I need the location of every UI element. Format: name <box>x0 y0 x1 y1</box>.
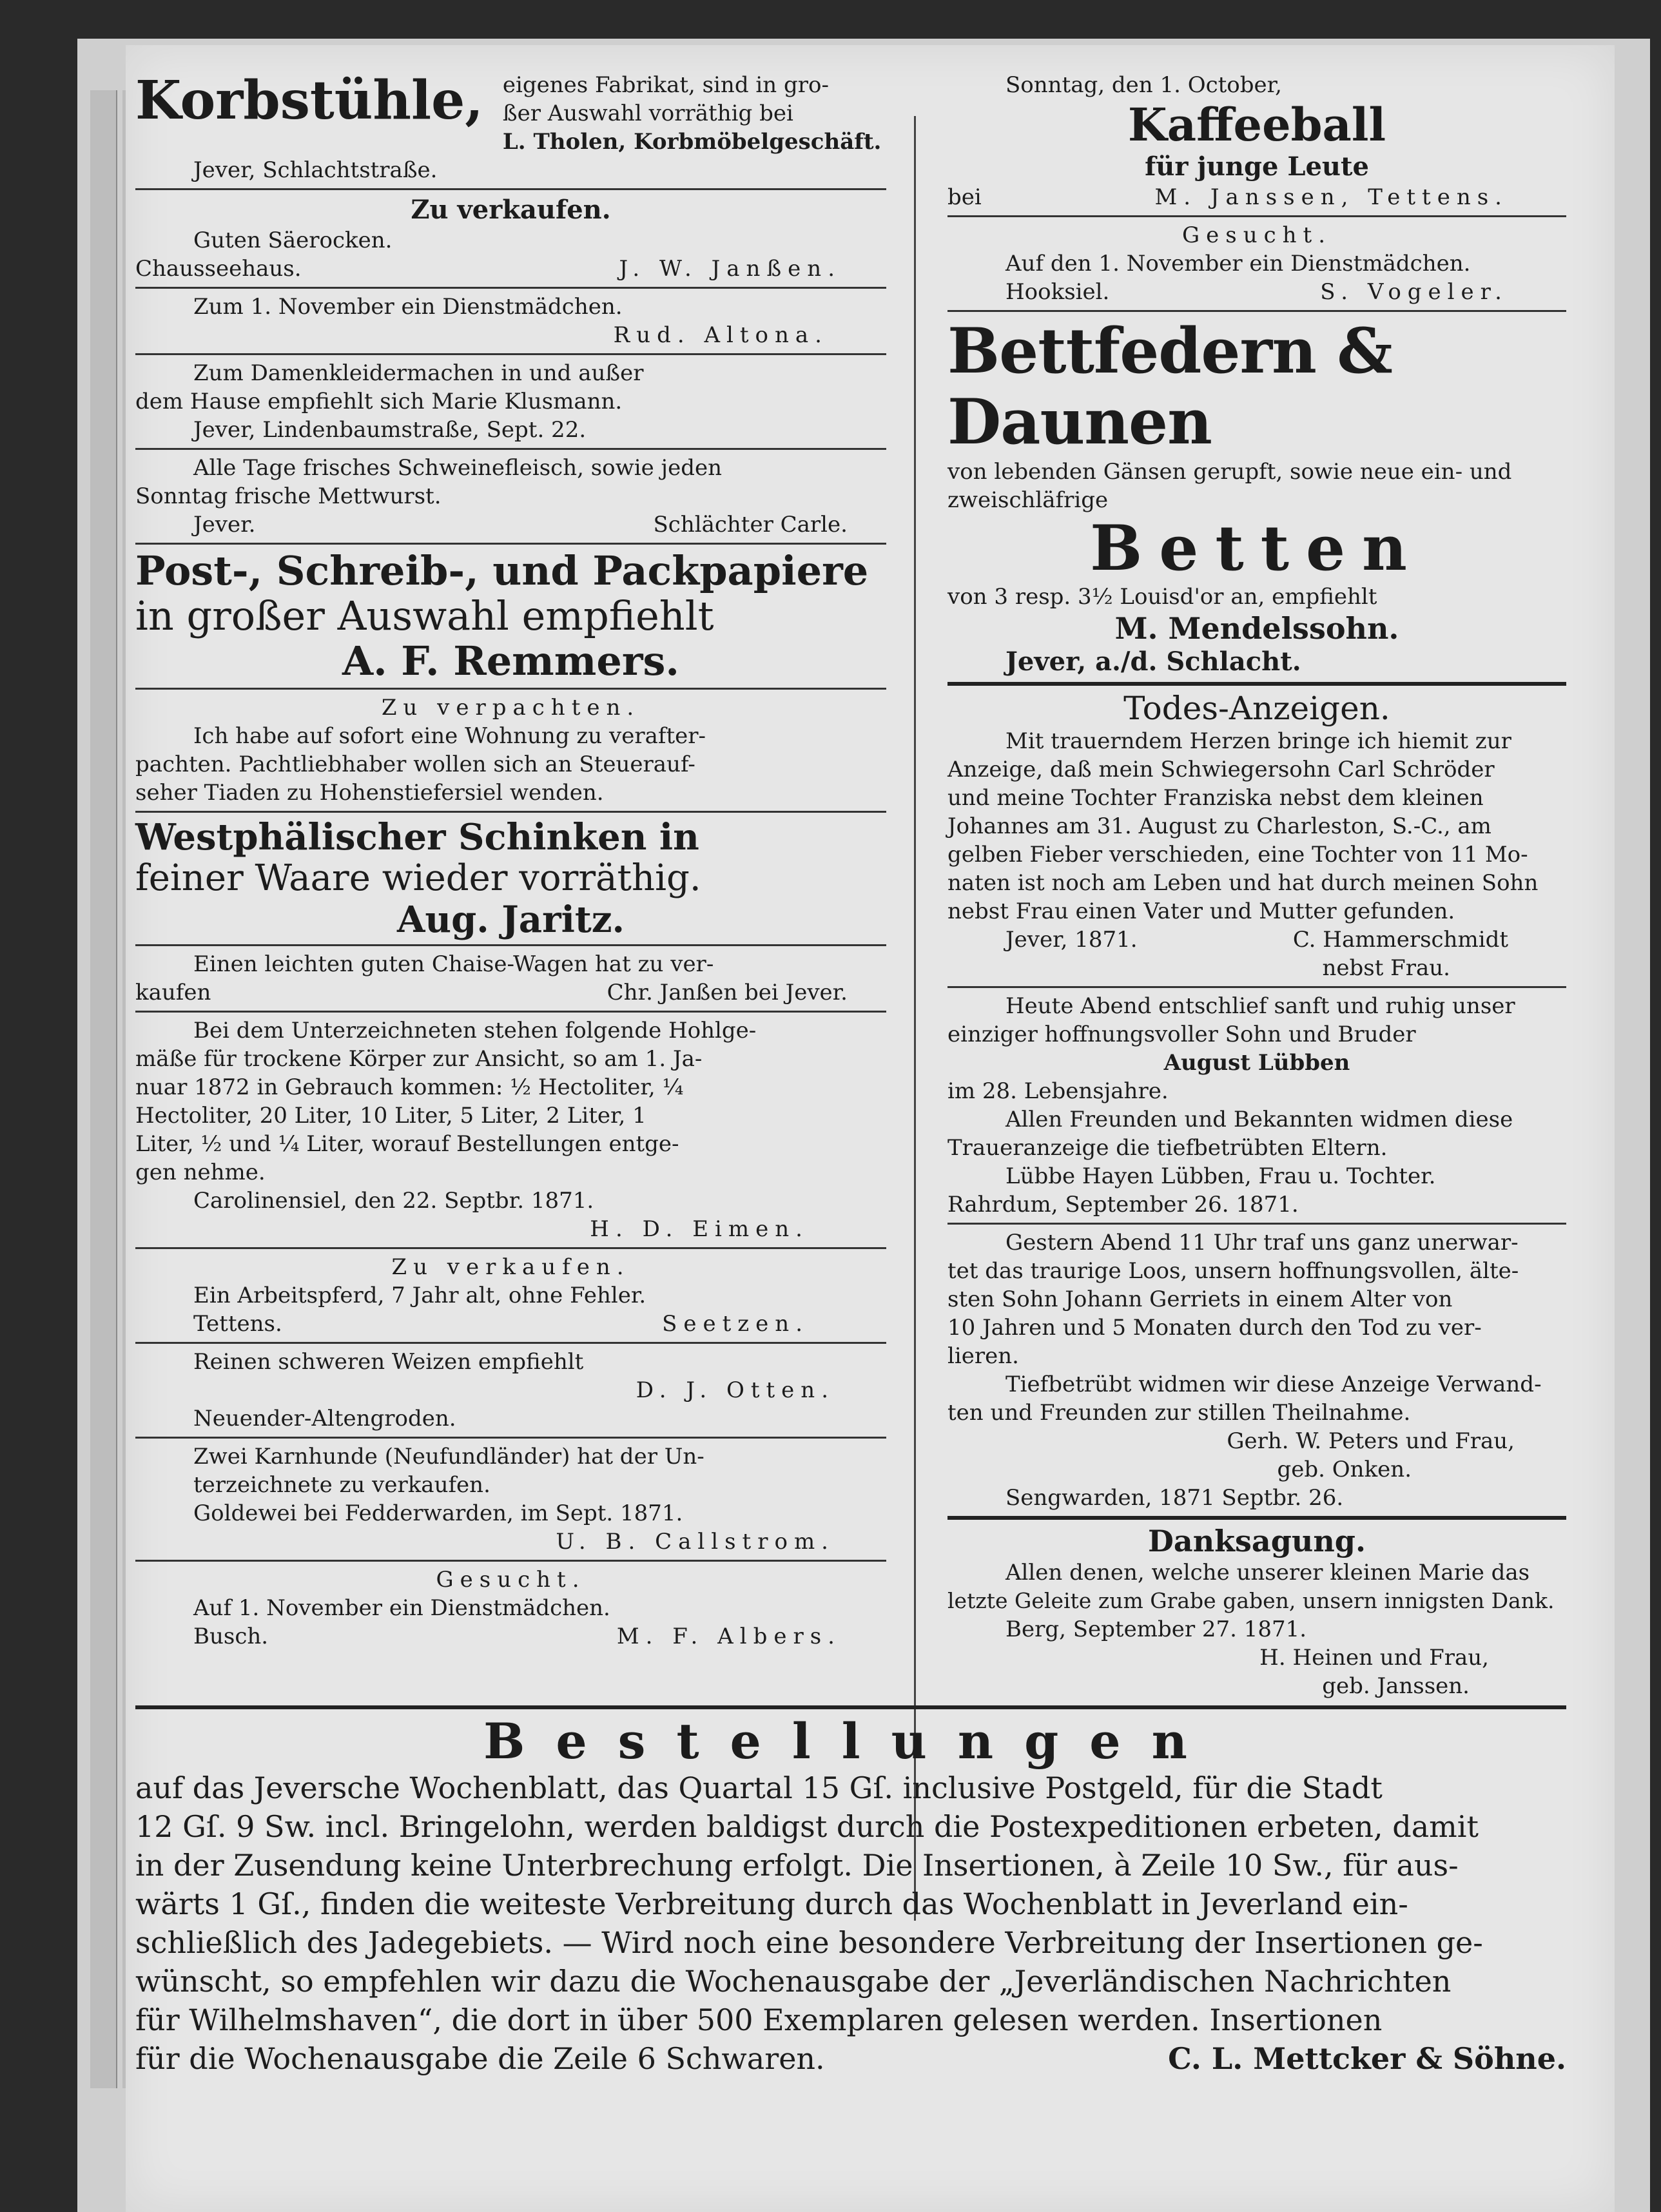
ad-text: gen nehme. <box>135 1159 266 1185</box>
ad-text: Ein Arbeitspferd, 7 Jahr alt, ohne Fehler. <box>193 1283 646 1308</box>
ad-gesucht-vogeler <box>947 221 1566 306</box>
ad-text: 10 Jahren und 5 Monaten durch den Tod zu ver- <box>947 1315 1482 1341</box>
ad-text: Anzeige, daß mein Schwiegersohn Carl Schröder <box>947 757 1495 782</box>
ad-text: im 28. Lebensjahre. <box>947 1078 1169 1104</box>
ad-todesanzeigen <box>947 690 1566 982</box>
ad-gesucht-albers <box>135 1566 886 1651</box>
ad-text: Alle Tage frisches Schweinefleisch, sowie jeden <box>193 455 723 481</box>
ad-text: Auf 1. November ein Dienstmädchen. <box>193 1595 610 1621</box>
ad-text: Traueranzeige die tiefbetrübten Eltern. <box>947 1135 1388 1161</box>
notice-text: in der Zusendung keine Unterbrechung erfolgt. Die Insertionen, à Zeile 10 Sw., für aus- <box>135 1848 1459 1883</box>
ad-text: Einen leichten guten Chaise-Wagen hat zu ver- <box>193 951 714 977</box>
ad-text: Jever, Schlachtstraße. <box>193 157 438 183</box>
ad-signature: nebst Frau. <box>1322 955 1450 981</box>
page-edge <box>90 90 117 2088</box>
ad-chaise-wagen <box>135 950 886 1007</box>
ad-text: Sengwarden, 1871 Septbr. 26. <box>1005 1485 1344 1511</box>
ad-text: Carolinensiel, den 22. Septbr. 1871. <box>193 1188 594 1214</box>
notice-text: wünscht, so empfehlen wir dazu die Wochenausgabe der „Jeverländischen Nachrichten <box>135 1964 1452 1999</box>
ad-signature: Schlächter Carle. <box>653 512 848 538</box>
ad-text: ten und Freunden zur stillen Theilnahme. <box>947 1400 1411 1426</box>
ad-text: letzte Geleite zum Grabe gaben, unsern innigsten Dank. <box>947 1588 1555 1613</box>
ad-text: Sonntag frische Mettwurst. <box>135 483 442 509</box>
ad-text: pachten. Pachtliebhaber wollen sich an Steuerauf- <box>135 752 695 777</box>
ad-text: Liter, ½ und ¼ Liter, worauf Bestellungen entge- <box>135 1131 679 1157</box>
ad-text: Neuender-Altengroden. <box>193 1406 456 1431</box>
ad-text: Auf den 1. November ein Dienstmädchen. <box>1005 251 1471 276</box>
publisher-signature: C. L. Mettcker & Söhne. <box>1168 2041 1566 2076</box>
ad-headline: Kaffeeball <box>1127 98 1386 151</box>
ad-text: Jever, Lindenbaumstraße, Sept. 22. <box>193 417 587 443</box>
ad-text: Reinen schweren Weizen empfiehlt <box>193 1349 584 1375</box>
ad-headline: feiner Waare wieder vorräthig. <box>135 857 701 899</box>
right-column <box>947 71 1566 1700</box>
ad-zu-verkaufen-saerocken <box>135 194 886 283</box>
notice-text: für die Wochenausgabe die Zeile 6 Schwaren. <box>135 2041 825 2076</box>
ad-headline: Gesucht. <box>1181 222 1332 248</box>
ad-text: bei <box>947 184 982 210</box>
ad-weizen <box>135 1348 886 1433</box>
ad-signature: M. Janssen, Tettens. <box>1154 184 1508 210</box>
ad-text: Zwei Karnhunde (Neufundländer) hat der Un- <box>193 1444 704 1470</box>
ad-text: Allen denen, welche unserer kleinen Marie das <box>1005 1560 1530 1586</box>
ad-signature: H. D. Eimen. <box>590 1216 809 1242</box>
ad-headline: Zu verkaufen. <box>391 1254 630 1280</box>
ad-text: sten Sohn Johann Gerriets in einem Alter von <box>947 1286 1453 1312</box>
ad-signature: geb. Janssen. <box>1322 1673 1470 1699</box>
ad-text: dem Hause empfiehlt sich Marie Klusmann. <box>135 389 623 414</box>
ad-text: lieren. <box>947 1343 1019 1369</box>
ad-headline: Gesucht. <box>436 1567 586 1593</box>
ad-august-luebben <box>947 992 1566 1219</box>
ad-text: Hooksiel. <box>1005 279 1110 305</box>
ad-headline: Betten <box>1090 512 1424 585</box>
ad-signature: Aug. Jaritz. <box>396 898 625 941</box>
ad-headline: Danksagung. <box>1148 1524 1366 1558</box>
ad-text: kaufen <box>135 980 211 1005</box>
ad-text: von lebenden Gänsen gerupft, sowie neue ein- und <box>947 459 1512 485</box>
ad-text: gelben Fieber verschieden, eine Tochter von 11 Mo- <box>947 842 1528 868</box>
ad-text: Zum Damenkleidermachen in und außer <box>193 360 644 386</box>
notice-text: schließlich des Jadegebiets. — Wird noch eine besondere Verbreitung der Insertionen ge- <box>135 1925 1483 1960</box>
ad-signature: Gerh. W. Peters und Frau, <box>1227 1428 1515 1454</box>
ad-headline: Todes-Anzeigen. <box>1123 690 1390 727</box>
ad-signature: S. Vogeler. <box>1320 279 1508 305</box>
bestellungen-notice <box>135 1702 1566 2078</box>
ad-johann-gerriets <box>947 1228 1566 1512</box>
ad-text: Berg, September 27. 1871. <box>1005 1616 1307 1642</box>
ad-text: nebst Frau einen Vater und Mutter gefunden. <box>947 898 1455 924</box>
ad-text: Jever. <box>193 512 256 538</box>
ad-text: Rahrdum, September 26. 1871. <box>947 1192 1299 1218</box>
ad-korbstuehle <box>135 71 886 184</box>
ad-signature: Rud. Altona. <box>613 322 828 348</box>
ad-signature: U. B. Callstrom. <box>556 1529 835 1555</box>
ad-text: Jever, a./d. Schlacht. <box>1005 646 1301 677</box>
ad-signature: M. F. Albers. <box>616 1624 841 1649</box>
ad-text: Gestern Abend 11 Uhr traf uns ganz unerwar- <box>1005 1230 1519 1256</box>
ad-text: Chausseehaus. <box>135 256 302 282</box>
ad-headline: Post-, Schreib-, und Packpapiere <box>135 547 869 594</box>
ad-text: naten ist noch am Leben und hat durch meinen Sohn <box>947 870 1539 896</box>
ad-karnhunde <box>135 1442 886 1556</box>
ad-text: für junge Leute <box>1145 151 1369 182</box>
ad-papiere <box>135 548 886 684</box>
ad-text: Tettens. <box>193 1311 282 1337</box>
ad-text: Johannes am 31. August zu Charleston, S.-C., am <box>947 813 1491 839</box>
ad-text: Ich habe auf sofort eine Wohnung zu verafter- <box>193 723 706 749</box>
left-column <box>135 71 886 1651</box>
ad-schweinefleisch <box>135 454 886 539</box>
notice-title: Bestellungen <box>483 1712 1218 1770</box>
notice-text: auf das Jeversche Wochenblatt, das Quartal 15 Gſ. inclusive Postgeld, für die Stadt <box>135 1771 1383 1805</box>
ad-text: eigenes Fabrikat, sind in gro- <box>502 72 829 98</box>
ad-signature: H. Heinen und Frau, <box>1259 1645 1489 1671</box>
ad-text: Sonntag, den 1. October, <box>1005 72 1282 98</box>
ad-text: tet das traurige Loos, unsern hoffnungsvollen, älte- <box>947 1258 1519 1284</box>
ad-signature: L. Tholen, Korbmöbelgeschäft. <box>502 129 882 155</box>
ad-headline: Zu verkaufen. <box>411 195 611 225</box>
notice-text: für Wilhelmshaven“, die dort in über 500 Exemplaren gelesen werden. Insertionen <box>135 2003 1383 2037</box>
ad-dienstmaedchen-altona <box>135 293 886 349</box>
notice-text: 12 Gſ. 9 Sw. incl. Bringelohn, werden baldigst durch die Postexpeditionen erbeten, damit <box>135 1809 1479 1844</box>
ad-text: August Lübben <box>1163 1050 1350 1076</box>
ad-text: terzeichnete zu verkaufen. <box>193 1472 491 1498</box>
column-rule <box>914 116 916 1921</box>
ad-text: ßer Auswahl vorräthig bei <box>502 101 793 126</box>
ad-signature: Chr. Janßen bei Jever. <box>607 980 848 1005</box>
ad-text: zweischläfrige <box>947 487 1109 513</box>
ad-text: Allen Freunden und Bekannten widmen diese <box>1005 1107 1513 1132</box>
ad-headline: in großer Auswahl empfiehlt <box>135 592 714 639</box>
ad-text: Goldewei bei Fedderwarden, im Sept. 1871. <box>193 1500 683 1526</box>
notice-text: wärts 1 Gſ., finden die weiteste Verbreitung durch das Wochenblatt in Jeverland ein- <box>135 1887 1408 1921</box>
ad-arbeitspferd <box>135 1253 886 1338</box>
ad-text: Jever, 1871. <box>1005 927 1138 953</box>
ad-signature: Seetzen. <box>662 1311 809 1337</box>
ad-kaffeeball <box>947 71 1566 211</box>
ad-signature: D. J. Otten. <box>636 1377 835 1403</box>
ad-text: Bei dem Unterzeichneten stehen folgende Hohlge- <box>193 1018 757 1043</box>
ad-headline: Zu verpachten. <box>381 695 641 721</box>
ad-signature: M. Mendelssohn. <box>1114 611 1399 646</box>
ad-text: mäße für trockene Körper zur Ansicht, so am 1. Ja- <box>135 1046 703 1072</box>
ad-text: Busch. <box>193 1624 269 1649</box>
ad-text: Zum 1. November ein Dienstmädchen. <box>193 294 623 320</box>
ad-verpachten <box>135 694 886 807</box>
ad-signature: geb. Onken. <box>1277 1457 1412 1482</box>
ad-text: und meine Tochter Franziska nebst dem kleinen <box>947 785 1484 811</box>
ad-headline: Korbstühle, <box>135 70 483 131</box>
ad-text: Mit trauerndem Herzen bringe ich hiemit zur <box>1005 728 1511 754</box>
ad-hohlgemaesse <box>135 1016 886 1243</box>
ad-signature: Lübbe Hayen Lübben, Frau u. Tochter. <box>1005 1163 1436 1189</box>
ad-damenkleider <box>135 359 886 444</box>
ad-headline: Westphälischer Schinken in <box>135 816 699 859</box>
ad-text: Guten Säerocken. <box>193 228 393 253</box>
ad-text: nuar 1872 in Gebrauch kommen: ½ Hectoliter, ¼ <box>135 1074 684 1100</box>
ad-danksagung <box>947 1524 1566 1700</box>
ad-text: Tiefbetrübt widmen wir diese Anzeige Verwand- <box>1005 1372 1542 1397</box>
ad-signature: J. W. Janßen. <box>619 256 841 282</box>
ad-text: von 3 resp. 3½ Louisd'or an, empfiehlt <box>947 584 1377 610</box>
ad-headline: Bettfedern & Daunen <box>947 315 1392 458</box>
ad-schinken <box>135 817 886 940</box>
ad-text: seher Tiaden zu Hohenstiefersiel wenden. <box>135 780 604 806</box>
ad-bettfedern <box>947 316 1566 678</box>
ad-text: einziger hoffnungsvoller Sohn und Bruder <box>947 1022 1416 1047</box>
ad-text: Hectoliter, 20 Liter, 10 Liter, 5 Liter, 2 Liter, 1 <box>135 1103 646 1129</box>
ad-signature: C. Hammerschmidt <box>1292 927 1508 953</box>
ad-text: Heute Abend entschlief sanft und ruhig unser <box>1005 993 1515 1019</box>
ad-signature: A. F. Remmers. <box>342 637 679 684</box>
